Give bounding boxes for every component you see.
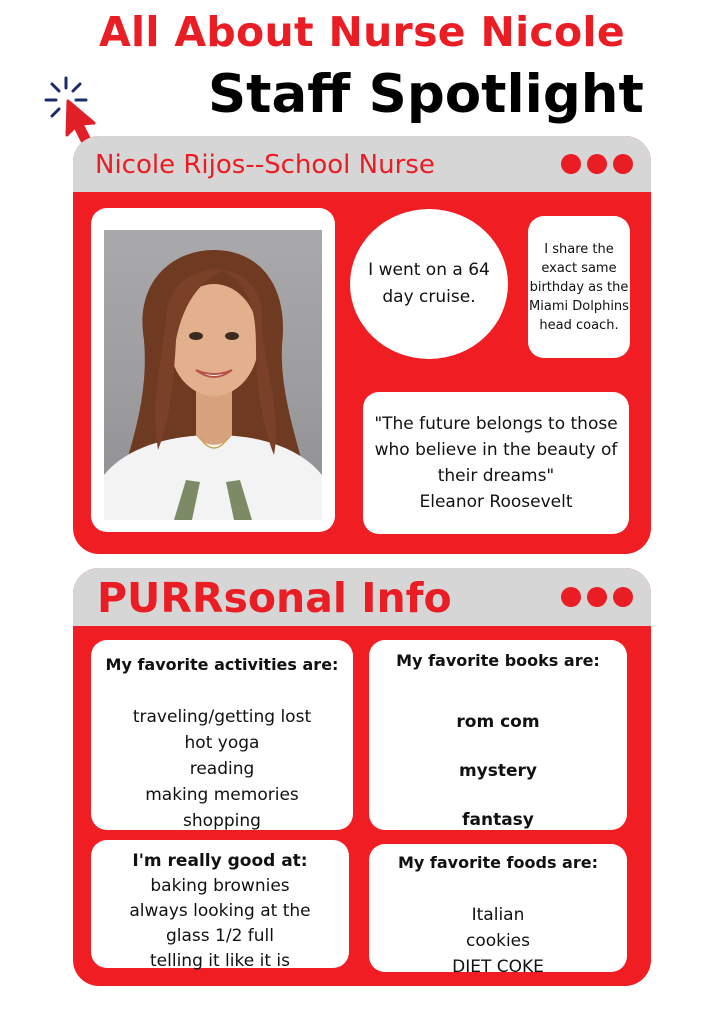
list-item: fantasy <box>462 810 534 830</box>
dot-icon <box>613 154 633 174</box>
dot-icon <box>587 587 607 607</box>
staff-photo <box>104 230 322 520</box>
page-subtitle: Staff Spotlight <box>208 64 644 125</box>
list-item: traveling/getting lost <box>132 707 312 727</box>
list-item: DIET COKE <box>452 957 544 977</box>
menu-dots <box>561 587 633 607</box>
profile-panel <box>73 136 651 554</box>
quote-author: Eleanor Roosevelt <box>419 492 573 512</box>
list-item: hot yoga <box>184 733 260 753</box>
list-item: always looking at the glass 1/2 full <box>129 901 311 946</box>
foods-heading: My favorite foods are: <box>398 853 598 872</box>
list-item: making memories <box>145 785 299 805</box>
activities-heading: My favorite activities are: <box>105 655 339 674</box>
birthday-fact-card <box>528 216 630 358</box>
list-item: baking brownies <box>150 876 290 896</box>
menu-dots <box>561 154 633 174</box>
personal-info-panel <box>73 568 651 986</box>
list-item: Italian <box>471 905 525 925</box>
dot-icon <box>587 154 607 174</box>
list-item: reading <box>189 759 255 779</box>
list-item: shopping <box>183 811 261 831</box>
personal-heading: PURRsonal Info <box>97 574 452 622</box>
dot-icon <box>561 154 581 174</box>
personal-header-bar <box>73 568 651 626</box>
list-item: mystery <box>458 761 538 781</box>
activities-card <box>91 640 353 830</box>
quote-text: "The future belongs to those who believe in the beauty of their dreams" <box>374 414 618 486</box>
quote-card <box>363 392 629 534</box>
good-at-card <box>91 840 349 971</box>
profile-heading: Nicole Rijos--School Nurse <box>95 150 435 180</box>
birthday-fact-text: I share the exact same birthday as the Miami Dolphins head coach. <box>529 241 629 333</box>
books-card <box>369 640 627 830</box>
dot-icon <box>561 587 581 607</box>
books-heading: My favorite books are: <box>396 651 600 670</box>
profile-header-bar <box>73 136 651 192</box>
good-at-heading: I'm really good at: <box>132 851 308 871</box>
cruise-fact: I went on a 64 day cruise. <box>350 209 508 359</box>
list-item: telling it like it is <box>150 951 290 971</box>
list-item: cookies <box>465 931 531 951</box>
list-item: rom com <box>456 712 540 732</box>
foods-card <box>369 844 627 977</box>
portrait-illustration <box>104 230 322 520</box>
dot-icon <box>613 587 633 607</box>
page-title: All About Nurse Nicole <box>99 8 625 56</box>
photo-card <box>91 208 335 532</box>
